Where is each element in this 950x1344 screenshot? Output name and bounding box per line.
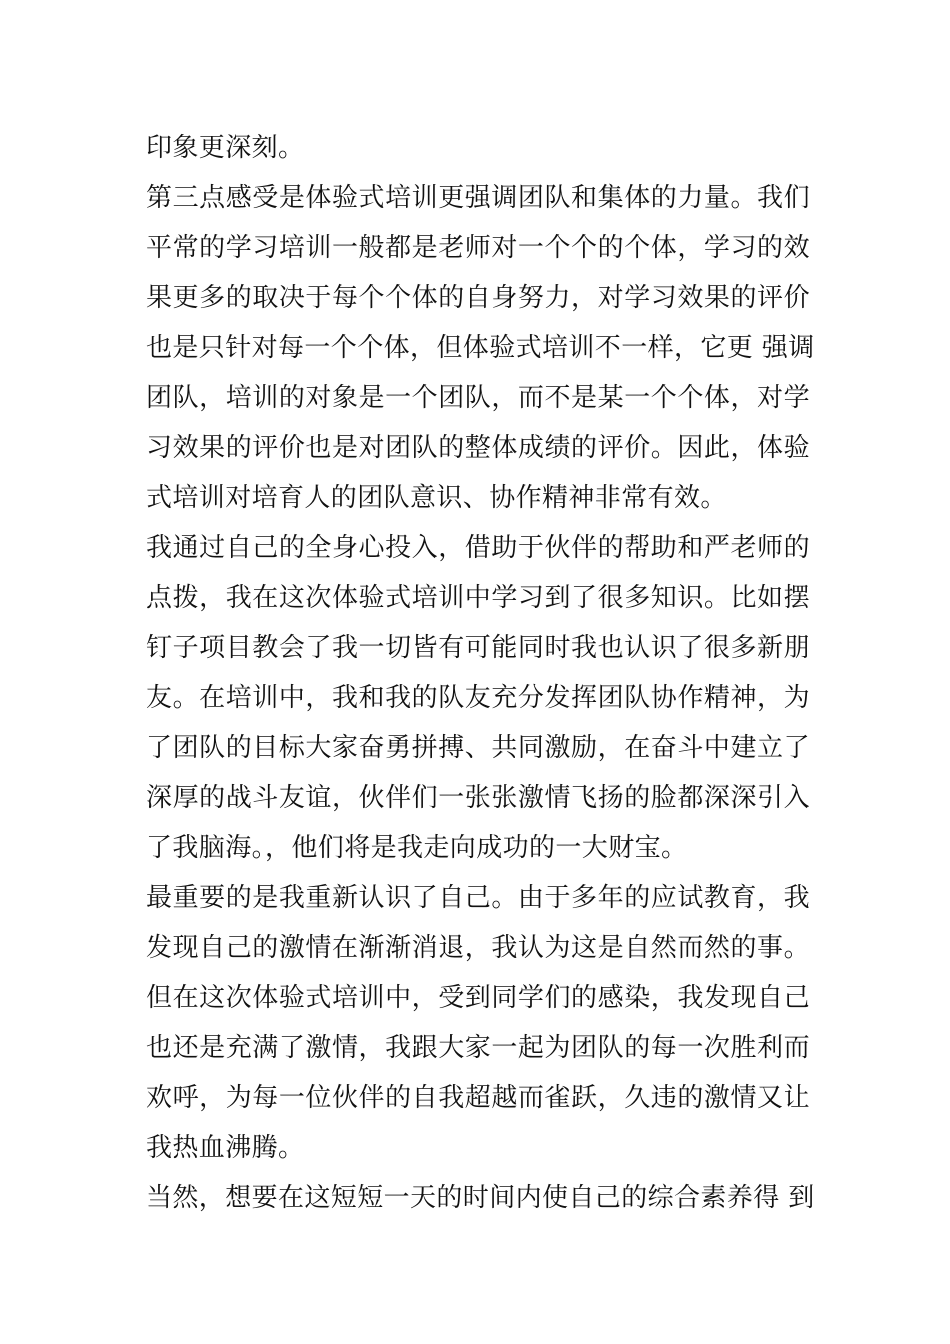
text-line: 印象更深刻。 xyxy=(146,133,305,163)
text-line: 当然，想要在这短短一天的时间内使自己的综合素养得 到 xyxy=(146,1183,815,1213)
text-line: 也是只针对每一个个体，但体验式培训不一样，它更 强调 xyxy=(146,333,815,363)
text-line: 式培训对培育人的团队意识、协作精神非常有效。 xyxy=(146,483,727,513)
text-line: 果更多的取决于每个个体的自身努力，对学习效果的评价 xyxy=(146,283,810,313)
text-line: 平常的学习培训一般都是老师对一个个的个体，学习的效 xyxy=(146,233,810,263)
text-line: 团队，培训的对象是一个团队，而不是某一个个体，对学 xyxy=(146,383,810,413)
text-line: 最重要的是我重新认识了自己。由于多年的应试教育，我 xyxy=(146,883,810,913)
text-line: 点拨，我在这次体验式培训中学习到了很多知识。比如摆 xyxy=(146,583,810,613)
text-line: 了我脑海。，他们将是我走向成功的一大财宝。 xyxy=(146,833,688,863)
text-line: 欢呼，为每一位伙伴的自我超越而雀跃，久违的激情又让 xyxy=(146,1083,810,1113)
text-line: 但在这次体验式培训中，受到同学们的感染，我发现自己 xyxy=(146,983,810,1013)
text-line: 钉子项目教会了我一切皆有可能同时我也认识了很多新朋 xyxy=(146,633,810,663)
text-line: 了团队的目标大家奋勇拼搏、共同激励，在奋斗中建立了 xyxy=(146,733,810,763)
text-line: 我通过自己的全身心投入，借助于伙伴的帮助和严老师的 xyxy=(146,533,810,563)
text-line: 第三点感受是体验式培训更强调团队和集体的力量。我们 xyxy=(146,183,810,213)
text-line: 也还是充满了激情，我跟大家一起为团队的每一次胜利而 xyxy=(146,1033,810,1063)
text-line: 深厚的战斗友谊，伙伴们一张张激情飞扬的脸都深深引入 xyxy=(146,783,810,813)
text-line: 习效果的评价也是对团队的整体成绩的评价。因此，体验 xyxy=(146,433,810,463)
text-line: 友。在培训中，我和我的队友充分发挥团队协作精神，为 xyxy=(146,683,810,713)
text-line: 发现自己的激情在渐渐消退，我认为这是自然而然的事。 xyxy=(146,933,810,963)
text-line: 我热血沸腾。 xyxy=(146,1133,305,1163)
